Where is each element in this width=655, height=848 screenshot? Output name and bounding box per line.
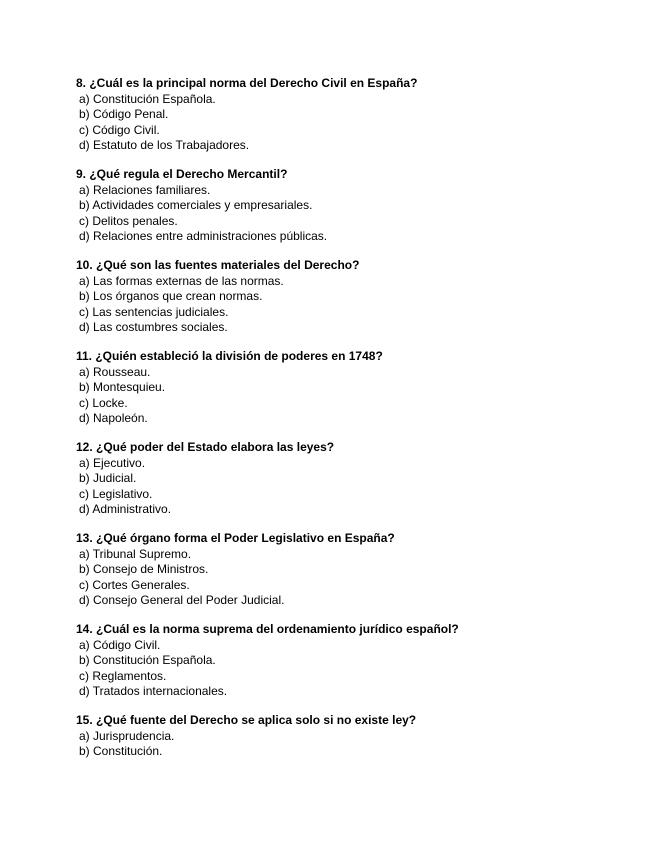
option-b: b) Actividades comerciales y empresariales.: [79, 198, 313, 212]
question-11: [76, 349, 616, 427]
option-b: b) Constitución Española.: [79, 653, 216, 667]
option-a: a) Relaciones familiares.: [79, 182, 211, 197]
option-a: a) Las formas externas de las normas.: [79, 273, 284, 288]
option-a: a) Ejecutivo.: [79, 455, 146, 470]
option-c: c) Legislativo.: [79, 486, 153, 501]
question-title: 11. ¿Quién estableció la división de poderes en 1748?: [76, 349, 383, 363]
option-a: a) Constitución Española.: [79, 91, 216, 106]
question-13: [76, 531, 616, 609]
option-c: c) Cortes Generales.: [79, 577, 190, 592]
question-title: 12. ¿Qué poder del Estado elabora las leyes?: [76, 440, 335, 454]
option-d: d) Napoleón.: [79, 411, 148, 425]
question-title: 14. ¿Cuál es la norma suprema del ordenamiento jurídico español?: [76, 622, 459, 636]
option-c: c) Código Civil.: [79, 122, 160, 137]
option-b: b) Montesquieu.: [79, 380, 166, 394]
option-a: a) Rousseau.: [79, 364, 151, 379]
option-c: c) Locke.: [79, 395, 128, 410]
option-b: b) Los órganos que crean normas.: [79, 289, 263, 303]
question-9: [76, 167, 616, 245]
option-a: a) Tribunal Supremo.: [79, 546, 192, 561]
option-d: d) Consejo General del Poder Judicial.: [79, 593, 285, 607]
option-d: d) Las costumbres sociales.: [79, 320, 228, 334]
question-title: 13. ¿Qué órgano forma el Poder Legislativo en España?: [76, 531, 395, 545]
option-d: d) Estatuto de los Trabajadores.: [79, 138, 250, 152]
option-b: b) Constitución.: [79, 744, 163, 758]
option-b: b) Código Penal.: [79, 107, 169, 121]
option-c: c) Las sentencias judiciales.: [79, 304, 229, 319]
option-d: d) Relaciones entre administraciones públicas.: [79, 229, 328, 243]
question-title: 15. ¿Qué fuente del Derecho se aplica solo si no existe ley?: [76, 713, 417, 727]
option-a: a) Jurisprudencia.: [79, 728, 175, 743]
option-c: c) Reglamentos.: [79, 668, 167, 683]
question-14: [76, 622, 616, 700]
option-c: c) Delitos penales.: [79, 213, 178, 228]
question-title: 9. ¿Qué regula el Derecho Mercantil?: [76, 167, 288, 181]
option-d: d) Administrativo.: [79, 502, 172, 516]
option-a: a) Código Civil.: [79, 637, 161, 652]
question-15: [76, 713, 616, 760]
document-page: [76, 76, 616, 773]
question-title: 10. ¿Qué son las fuentes materiales del Derecho?: [76, 258, 360, 272]
option-b: b) Consejo de Ministros.: [79, 562, 209, 576]
option-b: b) Judicial.: [79, 471, 137, 485]
question-8: [76, 76, 616, 154]
question-title: 8. ¿Cuál es la principal norma del Derecho Civil en España?: [76, 76, 418, 90]
question-10: [76, 258, 616, 336]
question-12: [76, 440, 616, 518]
option-d: d) Tratados internacionales.: [79, 684, 228, 698]
